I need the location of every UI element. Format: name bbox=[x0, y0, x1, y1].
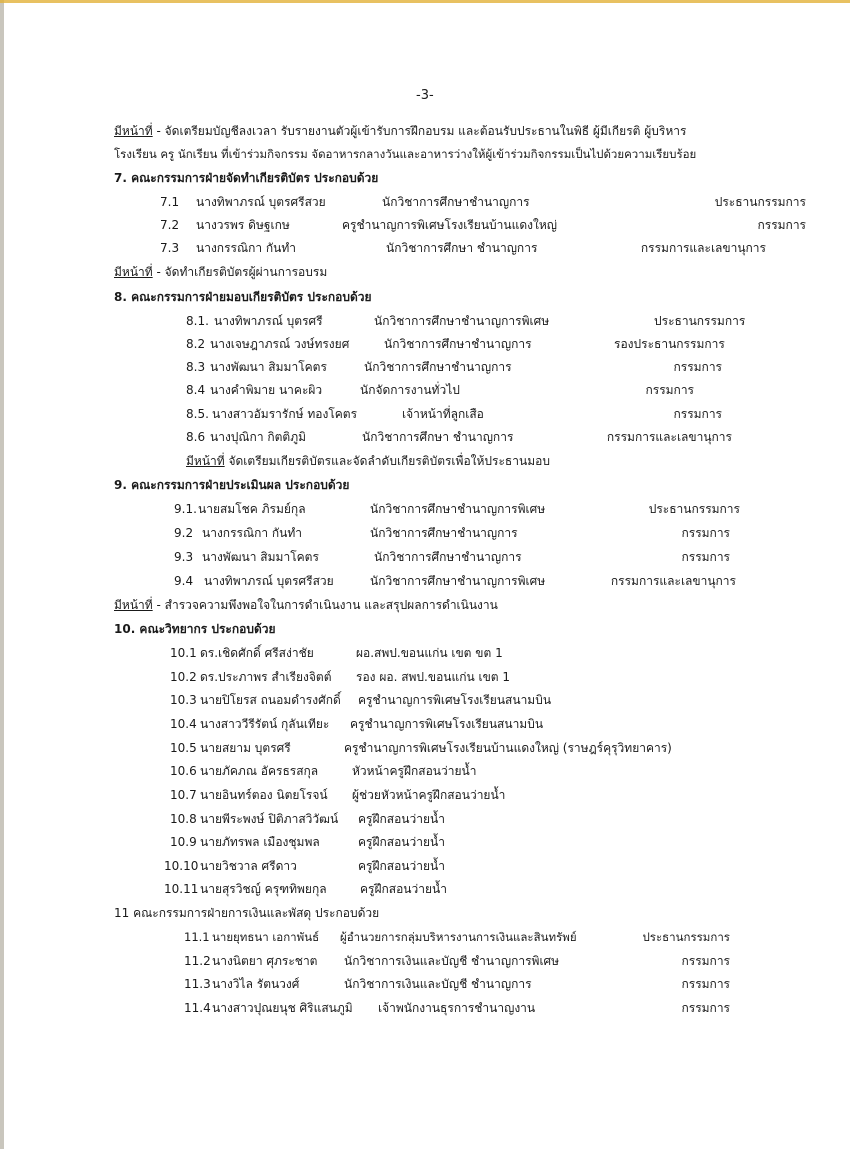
member-row bbox=[184, 953, 730, 969]
member-role: กรรมการ bbox=[645, 383, 694, 397]
member-name: นางนิตยา ศุภระชาต bbox=[212, 954, 318, 968]
member-no: 11.4 bbox=[184, 1001, 211, 1015]
member-row bbox=[170, 811, 445, 827]
member-name: นางสาววีรีรัตน์ กุลันเทียะ bbox=[200, 717, 330, 731]
member-name: นายวิชวาล ศรีดาว bbox=[200, 859, 297, 873]
member-no: 8.5. bbox=[186, 407, 209, 421]
member-role: ประธานกรรมการ bbox=[714, 195, 806, 209]
member-position: นักวิชาการศึกษาชำนาญการพิเศษ bbox=[370, 574, 546, 588]
member-no: 10.11 bbox=[164, 882, 199, 896]
member-row bbox=[170, 834, 445, 850]
member-no: 11.2 bbox=[184, 954, 211, 968]
section-7-duty bbox=[114, 264, 327, 280]
member-no: 10.8 bbox=[170, 812, 197, 826]
member-role: กรรมการ bbox=[673, 360, 722, 374]
scan-top-edge bbox=[0, 0, 850, 3]
member-name: นางพัฒนา สิมมาโคตร bbox=[202, 550, 319, 564]
member-no: 8.2 bbox=[186, 337, 206, 351]
member-position: นักวิชาการศึกษาชำนาญการ bbox=[370, 526, 518, 540]
member-role: กรรมการ bbox=[681, 1001, 730, 1015]
member-role: ประธานกรรมการ bbox=[648, 502, 740, 516]
member-row bbox=[170, 645, 503, 661]
duty-label: มีหน้าที่ bbox=[186, 454, 225, 468]
member-name: นางกรรณิกา กันทำ bbox=[196, 241, 297, 255]
section-11-heading: 11 คณะกรรมการฝ่ายการเงินและพัสดุ ประกอบด้วย bbox=[114, 906, 380, 920]
member-row bbox=[174, 573, 736, 589]
section-8-heading: 8. คณะกรรมการฝ่ายมอบเกียรติบัตร ประกอบด้วย bbox=[114, 290, 372, 304]
member-no: 10.5 bbox=[170, 741, 197, 755]
member-no: 10.10 bbox=[164, 859, 199, 873]
member-position: ผอ.สพป.ขอนแก่น เขต ขต 1 bbox=[356, 646, 503, 660]
member-row bbox=[186, 359, 722, 375]
member-name: นางสาวปุณยนุช ศิริแสนภูมิ bbox=[212, 1001, 353, 1015]
scan-edge bbox=[0, 0, 4, 1149]
member-position: เจ้าหน้าที่ลูกเสือ bbox=[402, 407, 484, 421]
member-name: นายภัคภณ อัครธรสกุล bbox=[200, 764, 319, 778]
member-position: รอง ผอ. สพป.ขอนแก่น เขต 1 bbox=[356, 670, 511, 684]
member-no: 10.7 bbox=[170, 788, 197, 802]
member-position: เจ้าพนักงานธุรการชำนาญงาน bbox=[378, 1001, 536, 1015]
member-role: ประธานกรรมการ bbox=[654, 314, 746, 328]
member-row bbox=[170, 763, 476, 779]
member-row bbox=[160, 240, 766, 256]
member-name: นางพัฒนา สิมมาโคตร bbox=[210, 360, 327, 374]
member-position: ครูชำนาญการพิเศษโรงเรียนสนามบิน bbox=[358, 693, 552, 707]
page-number: -3- bbox=[416, 88, 434, 103]
member-name: นางวรพร ดิษฐเกษ bbox=[196, 218, 290, 232]
duty-text: จัดเตรียมเกียรติบัตรและจัดลำดับเกียรติบัตรเพื่อให้ประธานมอบ bbox=[224, 454, 550, 468]
member-row bbox=[186, 313, 746, 329]
member-role: กรรมการ bbox=[681, 526, 730, 540]
member-position: นักวิชาการศึกษาชำนาญการ bbox=[374, 550, 522, 564]
member-role: กรรมการ bbox=[757, 218, 806, 232]
member-name: นางปุณิกา กิตติภูมิ bbox=[210, 430, 307, 444]
member-row bbox=[174, 501, 740, 517]
section-9-heading: 9. คณะกรรมการฝ่ายประเมินผล ประกอบด้วย bbox=[114, 478, 350, 492]
member-position: นักวิชาการศึกษาชำนาญการพิเศษ bbox=[374, 314, 550, 328]
member-name: นางทิพาภรณ์ บุตรศรีสวย bbox=[196, 195, 326, 209]
member-row bbox=[164, 881, 447, 897]
section-9-duty bbox=[114, 597, 498, 613]
member-row bbox=[184, 976, 730, 992]
member-role: กรรมการ bbox=[681, 550, 730, 564]
member-no: 10.3 bbox=[170, 693, 197, 707]
member-role: กรรมการและเลขานุการ bbox=[610, 574, 736, 588]
member-name: นางทิพาภรณ์ บุตรศรีสวย bbox=[204, 574, 334, 588]
member-row bbox=[186, 429, 732, 445]
member-role: กรรมการ bbox=[681, 977, 730, 991]
member-name: นายสมโชค ภิรมย์กุล bbox=[198, 502, 306, 516]
member-no: 8.3 bbox=[186, 360, 206, 374]
member-name: นางทิพาภรณ์ บุตรศรี bbox=[214, 314, 323, 328]
member-position: นักวิชาการศึกษา ชำนาญการ bbox=[362, 430, 514, 444]
member-name: นายสยาม บุตรศรี bbox=[200, 741, 291, 755]
member-row bbox=[186, 336, 724, 352]
member-row bbox=[174, 549, 730, 565]
member-no: 9.1. bbox=[174, 502, 197, 516]
member-row bbox=[160, 217, 806, 233]
member-no: 11.3 bbox=[184, 977, 211, 991]
member-row bbox=[186, 382, 694, 398]
member-position: ครูฝึกสอนว่ายน้ำ bbox=[360, 882, 447, 896]
member-role: กรรมการและเลขานุการ bbox=[606, 430, 732, 444]
member-name: นางวิไล รัตนวงศ์ bbox=[212, 977, 300, 991]
member-position: นักวิชาการเงินและบัญชี ชำนาญการ bbox=[344, 977, 532, 991]
member-row bbox=[164, 858, 445, 874]
member-position: นักวิชาการเงินและบัญชี ชำนาญการพิเศษ bbox=[344, 954, 560, 968]
member-name: นายยุทธนา เอกาพันธ์ bbox=[212, 930, 320, 944]
member-no: 11.1 bbox=[184, 930, 210, 944]
member-position: ครูชำนาญการพิเศษโรงเรียนบ้านแดงใหญ่ bbox=[342, 218, 557, 232]
member-no: 9.2 bbox=[174, 526, 194, 540]
member-row bbox=[174, 525, 730, 541]
intro-duty-line2: โรงเรียน ครู นักเรียน ที่เข้าร่วมกิจกรรม จัดอาหารกลางวันและอาหารว่างให้ผู้เข้าร่วมกิจกรรมเป็นไปด้วยความเรียบร้อย bbox=[114, 147, 697, 161]
member-position: นักวิชาการศึกษาชำนาญการ bbox=[382, 195, 530, 209]
duty-text: - จัดทำเกียรติบัตรผู้ผ่านการอบรม bbox=[152, 265, 328, 279]
member-name: นายปิโยรส ถนอมดำรงศักดิ์ bbox=[200, 693, 341, 707]
member-row bbox=[170, 669, 510, 685]
member-name: นางเจษฎาภรณ์ วงษ์ทรงยศ bbox=[210, 337, 350, 351]
member-no: 10.1 bbox=[170, 646, 197, 660]
member-no: 7.2 bbox=[160, 218, 180, 232]
member-name: นางสาวอัมรารักษ์ ทองโคตร bbox=[212, 407, 358, 421]
member-name: นางกรรณิกา กันทำ bbox=[202, 526, 303, 540]
member-role: กรรมการ bbox=[673, 407, 722, 421]
member-no: 9.3 bbox=[174, 550, 194, 564]
member-no: 7.3 bbox=[160, 241, 180, 255]
member-role: กรรมการ bbox=[681, 954, 730, 968]
duty-label: มีหน้าที่ bbox=[114, 124, 153, 138]
member-position: นักวิชาการศึกษา ชำนาญการ bbox=[386, 241, 538, 255]
member-row bbox=[186, 406, 722, 422]
member-no: 8.6 bbox=[186, 430, 206, 444]
member-position: ครูฝึกสอนว่ายน้ำ bbox=[358, 812, 445, 826]
duty-text: - จัดเตรียมบัญชีลงเวลา รับรายงานตัวผู้เข้ารับการฝึกอบรม และต้อนรับประธานในพิธี ผู้มีเกียรติ ผู้บริหาร bbox=[156, 124, 687, 138]
section-8-duty bbox=[186, 453, 550, 469]
member-no: 10.2 bbox=[170, 670, 197, 684]
duty-label: มีหน้าที่ bbox=[114, 598, 153, 612]
member-row bbox=[170, 787, 505, 803]
member-name: ดร.ประภาพร สำเรียงจิตต์ bbox=[200, 670, 332, 684]
member-position: ครูฝึกสอนว่ายน้ำ bbox=[358, 859, 445, 873]
member-row bbox=[160, 194, 806, 210]
member-row bbox=[170, 692, 551, 708]
member-row bbox=[170, 716, 543, 732]
member-no: 10.6 bbox=[170, 764, 197, 778]
member-name: นายสุรวิชญ์ ครุฑทิพยกุล bbox=[200, 882, 327, 896]
section-10-heading: 10. คณะวิทยากร ประกอบด้วย bbox=[114, 622, 276, 636]
member-no: 8.1. bbox=[186, 314, 209, 328]
member-name: ดร.เชิดศักดิ์ ศรีสง่าชัย bbox=[200, 646, 314, 660]
member-position: นักวิชาการศึกษาชำนาญการพิเศษ bbox=[370, 502, 546, 516]
member-position: ผู้ช่วยหัวหน้าครูฝึกสอนว่ายน้ำ bbox=[352, 788, 506, 802]
member-position: ครูชำนาญการพิเศษโรงเรียนสนามบิน bbox=[350, 717, 544, 731]
member-no: 8.4 bbox=[186, 383, 206, 397]
member-name: นางคำพิมาย นาคะผิว bbox=[210, 383, 323, 397]
duty-text: - สำรวจความพึงพอใจในการดำเนินงาน และสรุปผลการดำเนินงาน bbox=[152, 598, 498, 612]
member-no: 10.9 bbox=[170, 835, 197, 849]
member-position: ครูฝึกสอนว่ายน้ำ bbox=[358, 835, 445, 849]
member-position: ครูชำนาญการพิเศษโรงเรียนบ้านแดงใหญ่ (ราษฎร์คุรุวิทยาคาร) bbox=[344, 741, 672, 755]
member-row bbox=[170, 740, 672, 756]
member-position: นักจัดการงานทั่วไป bbox=[360, 383, 460, 397]
member-row bbox=[184, 929, 730, 945]
member-position: ผู้อำนวยการกลุ่มบริหารงานการเงินและสินทรัพย์ bbox=[340, 930, 577, 944]
member-no: 7.1 bbox=[160, 195, 180, 209]
member-name: นายภัทรพล เมืองชุมพล bbox=[200, 835, 320, 849]
member-role: ประธานกรรมการ bbox=[642, 930, 730, 944]
member-position: นักวิชาการศึกษาชำนาญการ bbox=[384, 337, 532, 351]
member-no: 10.4 bbox=[170, 717, 197, 731]
member-name: นายพีระพงษ์ ปิติภาสวิวัฒน์ bbox=[200, 812, 339, 826]
intro-duty bbox=[114, 123, 686, 139]
section-7-heading: 7. คณะกรรมการฝ่ายจัดทำเกียรติบัตร ประกอบด้วย bbox=[114, 171, 379, 185]
member-no: 9.4 bbox=[174, 574, 194, 588]
member-role: รองประธานกรรมการ bbox=[614, 337, 725, 351]
member-role: กรรมการและเลขานุการ bbox=[640, 241, 766, 255]
member-name: นายอินทร์ตอง นิตยโรจน์ bbox=[200, 788, 328, 802]
duty-label: มีหน้าที่ bbox=[114, 265, 153, 279]
member-row bbox=[184, 1000, 730, 1016]
member-position: นักวิชาการศึกษาชำนาญการ bbox=[364, 360, 512, 374]
member-position: หัวหน้าครูฝึกสอนว่ายน้ำ bbox=[352, 764, 477, 778]
